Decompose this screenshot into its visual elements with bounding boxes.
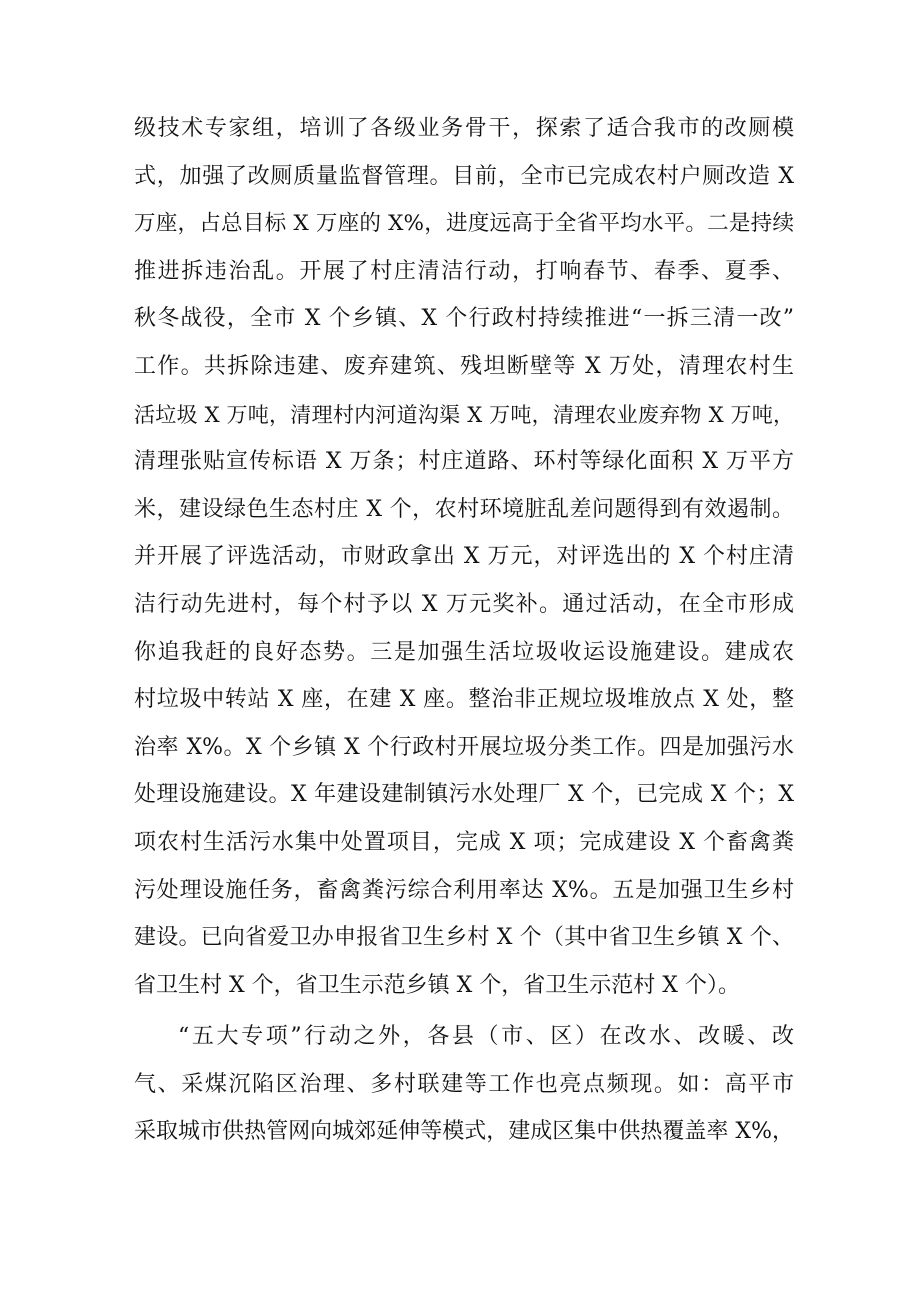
paragraph-2 — [134, 1013, 794, 1156]
text-line: 清理张贴宣传标语 X 万条；村庄道路、环村等绿化面积 X 万平方 — [134, 449, 794, 475]
text-line: 洁行动先进村，每个村予以 X 万元奖补。通过活动，在全市形成 — [134, 591, 794, 617]
text-line: 建设。已向省爱卫办申报省卫生乡村 X 个（其中省卫生乡镇 X 个、 — [134, 925, 794, 951]
text-line: 采取城市供热管网向城郊延伸等模式，建成区集中供热覆盖率 X%， — [134, 1119, 794, 1145]
text-line: “五大专项”行动之外，各县（市、区）在改水、改暖、改 — [178, 1024, 794, 1050]
text-line: 气、采煤沉陷区治理、多村联建等工作也亮点频现。如：高平市 — [134, 1071, 794, 1097]
text-line: 米，建设绿色生态村庄 X 个，农村环境脏乱差问题得到有效遏制。 — [134, 496, 794, 522]
text-line: 万座，占总目标 X 万座的 X%，进度远高于全省平均水平。二是持续 — [134, 211, 794, 237]
text-line: 污处理设施任务，畜禽粪污综合利用率达 X%。五是加强卫生乡村 — [134, 877, 794, 903]
text-line: 级技术专家组，培训了各级业务骨干，探索了适合我市的改厕模 — [134, 116, 794, 141]
text-line: 活垃圾 X 万吨，清理村内河道沟渠 X 万吨，清理农业废弃物 X 万吨， — [134, 401, 794, 427]
text-line: 工作。共拆除违建、废弃建筑、残坦断壁等 X 万处，清理农村生 — [134, 353, 794, 379]
text-line: 省卫生村 X 个，省卫生示范乡镇 X 个，省卫生示范村 X 个）。 — [134, 972, 740, 998]
document-body — [134, 105, 794, 1156]
text-line: 治率 X%。X 个乡镇 X 个行政村开展垃圾分类工作。四是加强污水 — [134, 734, 794, 760]
paragraph-1 — [134, 105, 794, 1009]
text-line: 秋冬战役，全市 X 个乡镇、X 个行政村持续推进“一拆三清一改” — [134, 306, 794, 332]
text-line: 推进拆违治乱。开展了村庄清洁行动，打响春节、春季、夏季、 — [134, 258, 794, 284]
text-line: 处理设施建设。X 年建设建制镇污水处理厂 X 个，已完成 X 个；X — [134, 782, 794, 808]
text-line: 式，加强了改厕质量监督管理。目前，全市已完成农村户厕改造 X — [134, 163, 794, 189]
text-line: 并开展了评选活动，市财政拿出 X 万元，对评选出的 X 个村庄清 — [134, 544, 794, 570]
text-line: 项农村生活污水集中处置项目，完成 X 项；完成建设 X 个畜禽粪 — [134, 829, 794, 855]
text-line: 村垃圾中转站 X 座，在建 X 座。整治非正规垃圾堆放点 X 处，整 — [134, 687, 794, 713]
text-line: 你追我赶的良好态势。三是加强生活垃圾收运设施建设。建成农 — [134, 639, 794, 665]
